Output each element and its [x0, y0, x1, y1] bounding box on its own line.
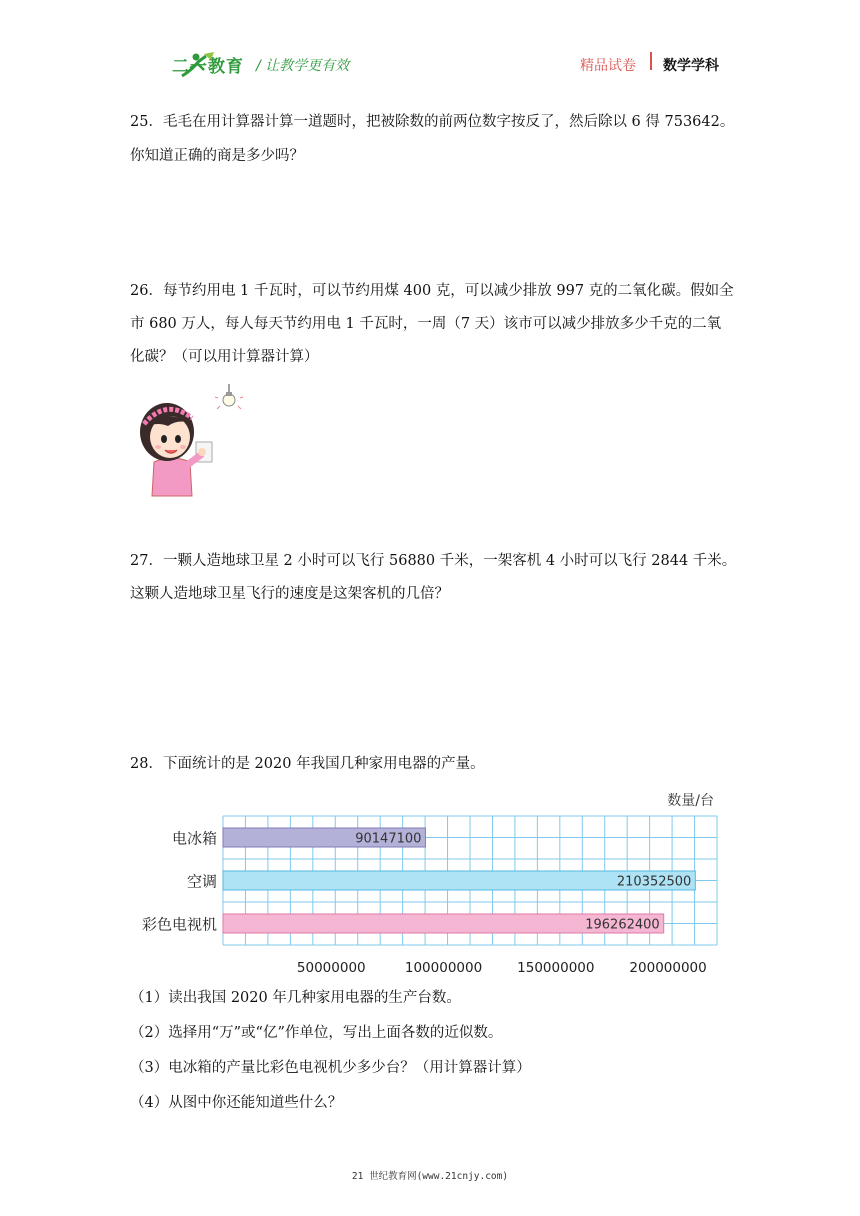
q28-sub-1: （1）读出我国 2020 年几种家用电器的生产台数。 — [130, 990, 461, 1006]
lightbulb-icon — [215, 384, 243, 409]
q28-sub-2: （2）选择用“万”或“亿”作单位，写出上面各数的近似数。 — [130, 1025, 503, 1041]
q26-line-3: 化碳？（可以用计算器计算） — [130, 349, 319, 365]
q28-sub-4: （4）从图中你还能知道些什么？ — [130, 1095, 343, 1111]
q27-line-1: 27．一颗人造地球卫星 2 小时可以飞行 56880 千米，一架客机 4 小时可以飞行 2844 千米。 — [130, 553, 737, 569]
value-label-1: 210352500 — [616, 874, 692, 890]
value-label-0: 90147100 — [355, 831, 422, 847]
category-label-0: 电冰箱 — [171, 829, 217, 848]
chart-category-labels — [142, 830, 217, 934]
page-footer: 21 世纪教育网(www.21cnjy.com) — [351, 1171, 509, 1182]
q25-line-1: 25．毛毛在用计算器计算一道题时，把被除数的前两位数字按反了，然后除以 6 得 753642。 — [130, 114, 735, 130]
header-tag-premium: 精品试卷 — [580, 58, 636, 74]
q28-intro: 28．下面统计的是 2020 年我国几种家用电器的产量。 — [130, 756, 485, 772]
appliance-production-bar-chart — [130, 785, 730, 985]
header-tag-subject: 数学学科 — [663, 58, 719, 74]
girl-switching-light-illustration — [132, 382, 252, 500]
chart-unit-label: 数量/台 — [667, 793, 714, 809]
x-tick-label-0: 50000000 — [296, 960, 366, 976]
brand-logo-text: 二一教育 — [172, 57, 244, 77]
q26-line-2: 市 680 万人，每人每天节约用电 1 千瓦时，一周（7 天）该市可以减少排放多少千克的二氧 — [130, 316, 722, 332]
category-label-2: 彩色电视机 — [141, 915, 217, 934]
chart-tick-labels — [297, 960, 707, 976]
x-tick-label-1: 100000000 — [404, 960, 483, 976]
q27-line-2: 这颗人造地球卫星飞行的速度是这架客机的几倍？ — [130, 586, 449, 602]
q25-line-2: 你知道正确的商是多少吗？ — [130, 148, 304, 164]
q28-sub-3: （3）电冰箱的产量比彩色电视机少多少台？（用计算器计算） — [130, 1060, 531, 1076]
x-tick-label-3: 200000000 — [629, 960, 707, 976]
value-label-2: 196262400 — [585, 917, 660, 933]
category-label-1: 空调 — [186, 872, 217, 891]
x-tick-label-2: 150000000 — [517, 960, 595, 976]
q26-line-1: 26．每节约用电 1 千瓦时，可以节约用煤 400 克，可以减少排放 997 克的二氧化碳。假如全 — [130, 283, 734, 299]
header-slogan: / 让教学更有效 — [256, 58, 350, 74]
header-separator — [650, 52, 652, 70]
